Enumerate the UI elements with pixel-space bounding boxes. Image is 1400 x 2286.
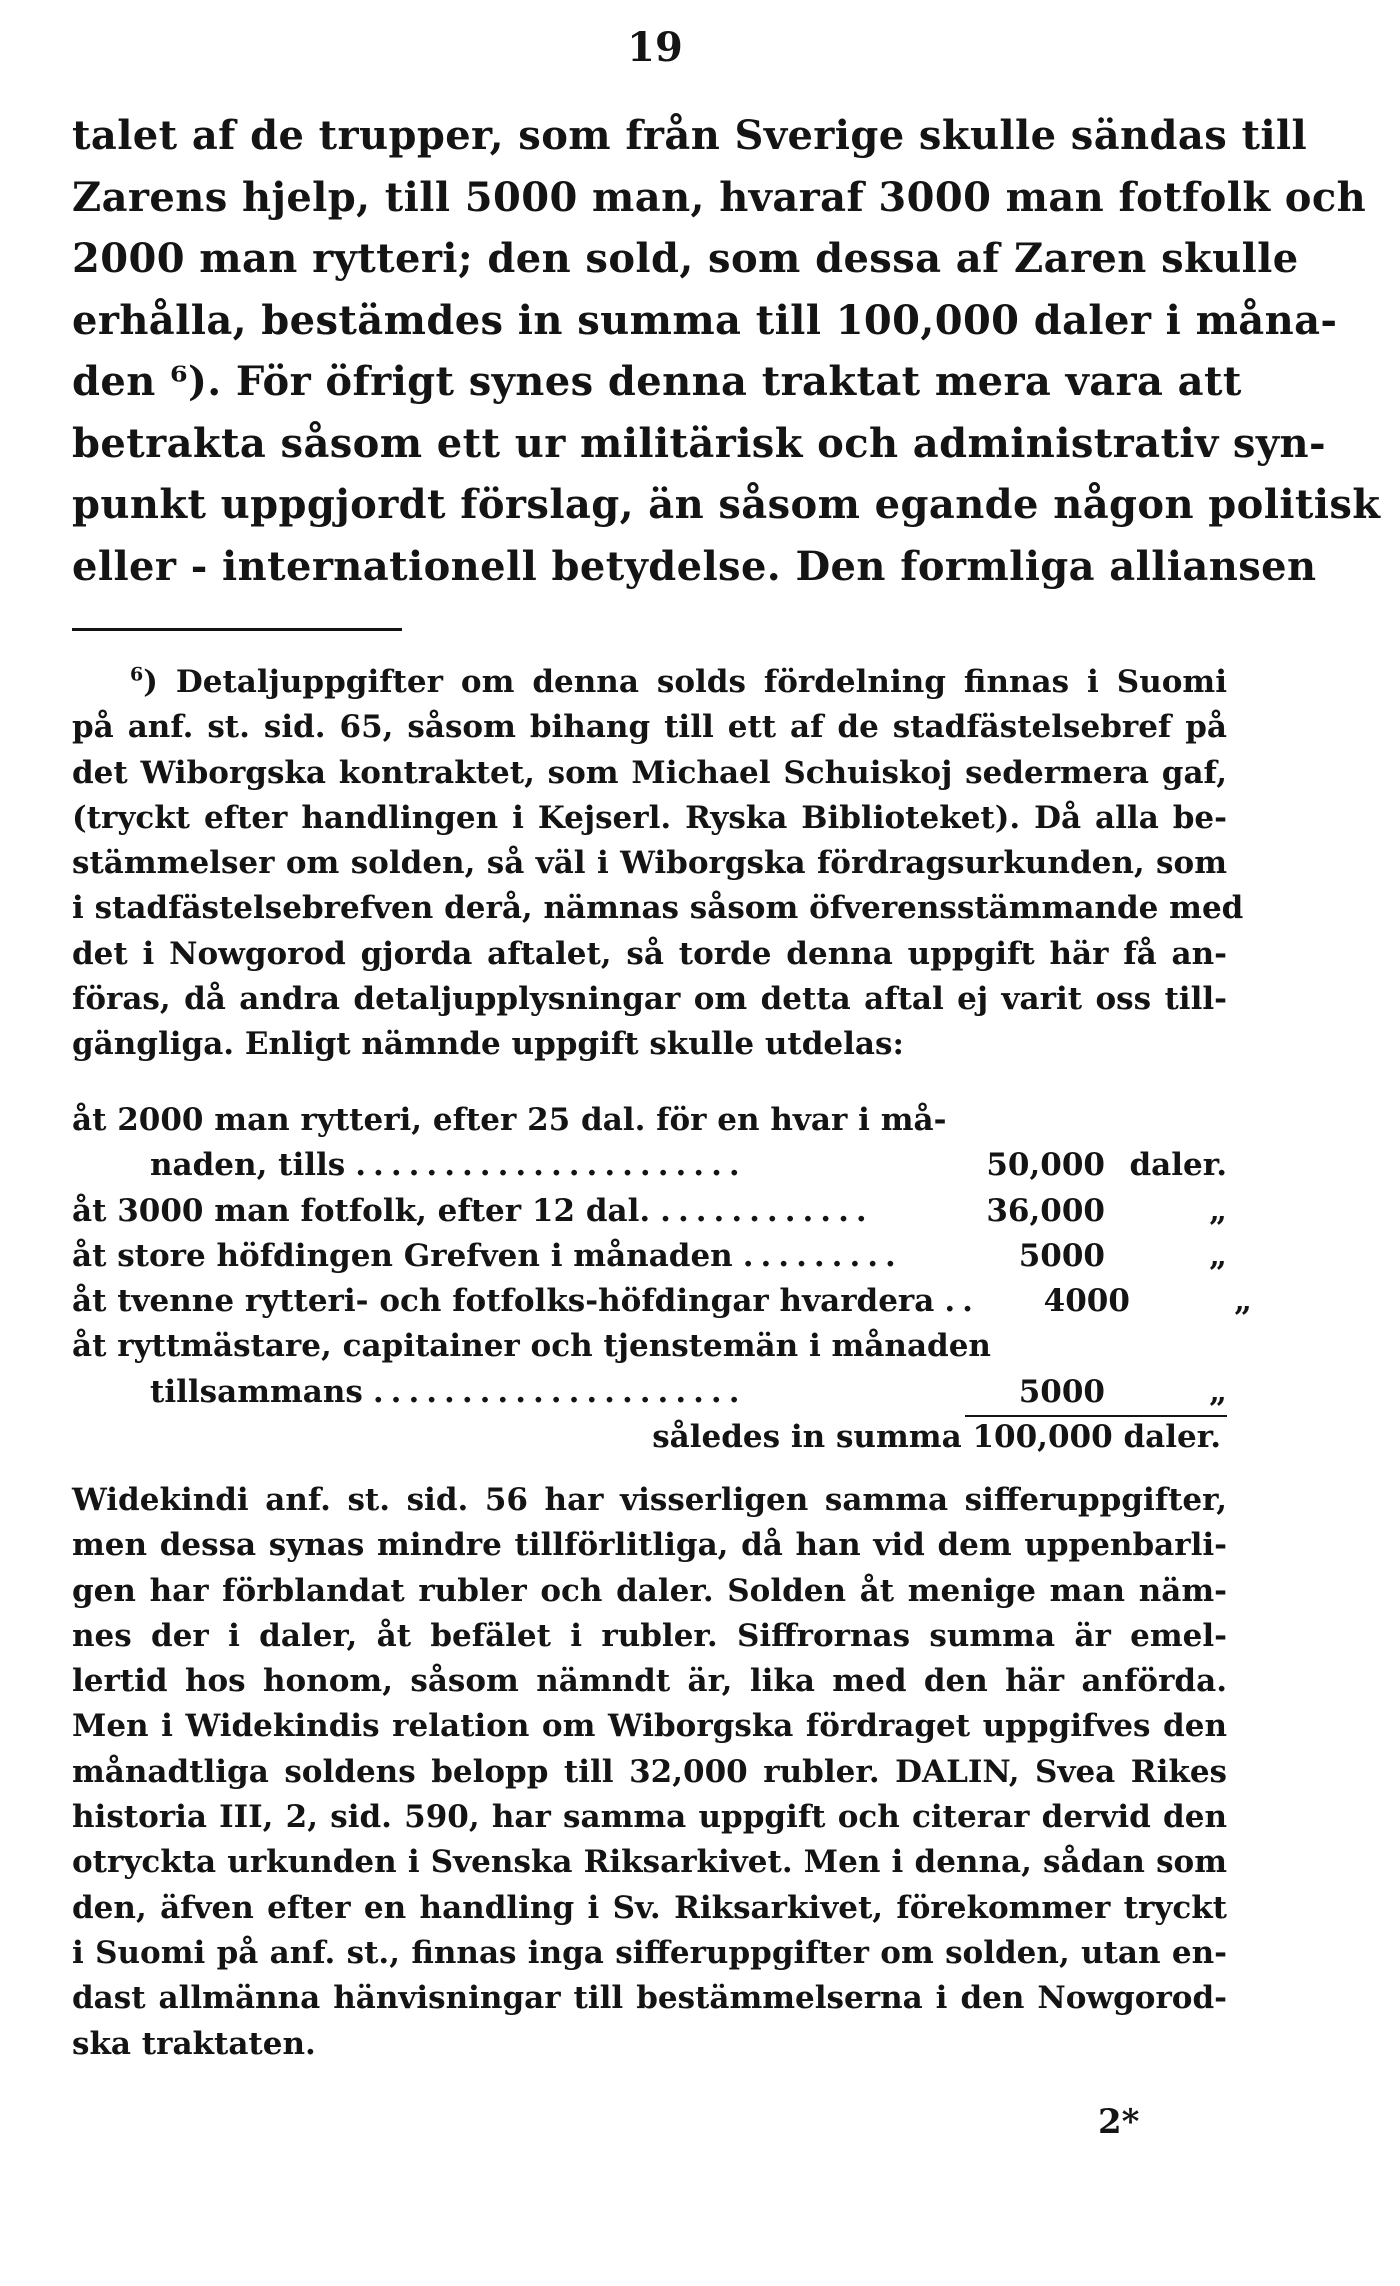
footnote-line: historia III, 2, sid. 590, har samma uppgift och citerar dervid den xyxy=(72,1799,1227,1836)
ledger-description: tillsammans xyxy=(150,1373,363,1410)
main-text-line: Zarens hjelp, till 5000 man, hvaraf 3000 man fotfolk och xyxy=(72,173,1367,221)
footnote-separator xyxy=(72,628,402,631)
ledger-row xyxy=(72,1324,1227,1369)
dot-leader: ......... xyxy=(742,1237,903,1274)
ledger-description: åt tvenne rytteri- och fotfolks-höfdingar hvardera xyxy=(72,1283,935,1320)
ledger-total-text: således in summa 100,000 daler. xyxy=(652,1419,1221,1456)
ledger-unit: „ xyxy=(1209,1237,1227,1274)
ledger-unit: daler. xyxy=(1129,1147,1227,1184)
footnote-line: dast allmänna hänvisningar till bestämmelserna i den Nowgorod- xyxy=(72,1980,1227,2017)
ledger-unit: „ xyxy=(1234,1283,1252,1320)
main-text-line: erhålla, bestämdes in summa till 100,000 daler i måna- xyxy=(72,296,1338,344)
ledger-row xyxy=(72,1143,1227,1188)
page-number: 19 xyxy=(627,24,683,71)
main-text xyxy=(72,105,1381,597)
footnote-line: det Wiborgska kontraktet, som Michael Schuiskoj sedermera gaf, xyxy=(72,754,1227,791)
signature-mark: 2* xyxy=(1098,2102,1140,2142)
ledger-row xyxy=(72,1279,1252,1324)
ledger-description: åt 3000 man fotfolk, efter 12 dal. xyxy=(72,1192,651,1229)
footnote-line: på anf. st. sid. 65, såsom bihang till ett af de stadfästelsebref på xyxy=(72,709,1227,746)
footnote-line: (tryckt efter handlingen i Kejserl. Ryska Biblioteket). Då alla be- xyxy=(72,799,1227,836)
ledger-description: åt store höfdingen Grefven i månaden xyxy=(72,1237,733,1274)
footnote-line: men dessa synas mindre tillförlitliga, då han vid dem uppenbarli- xyxy=(72,1527,1227,1564)
ledger-row xyxy=(72,1370,1227,1415)
ledger-total xyxy=(72,1415,1227,1460)
footnote-line: månadtliga soldens belopp till 32,000 rubler. DALIN, Svea Rikes xyxy=(72,1753,1227,1790)
ledger-amount: 5000 xyxy=(965,1370,1105,1417)
ledger-description: åt ryttmästare, capitainer och tjenstemän i månaden xyxy=(72,1328,991,1365)
dot-leader: ...................... xyxy=(355,1147,747,1184)
main-text-line: betrakta såsom ett ur militärisk och administrativ syn- xyxy=(72,419,1326,467)
footnote-line: i Suomi på anf. st., finnas inga sifferuppgifter om solden, utan en- xyxy=(72,1934,1227,1971)
footnote-line: Widekindi anf. st. sid. 56 har visserligen samma sifferuppgifter, xyxy=(72,1482,1227,1518)
footnote-line: Men i Widekindis relation om Wiborgska fördraget uppgifves den xyxy=(72,1708,1227,1745)
footnote-marker: 6 xyxy=(130,663,144,686)
ledger-unit: „ xyxy=(1209,1192,1227,1229)
footnote-line: gen har förblandat rubler och daler. Solden åt menige man näm- xyxy=(72,1572,1227,1609)
ledger-amount: 36,000 xyxy=(986,1192,1105,1229)
footnote-line: ska traktaten. xyxy=(72,2025,316,2062)
footnote-continuation xyxy=(72,1478,1227,2067)
ledger-unit: „ xyxy=(1105,1370,1227,1417)
ledger-description: naden, tills xyxy=(150,1147,346,1184)
ledger-amount: 5000 xyxy=(1018,1237,1105,1274)
footnote-line xyxy=(72,660,1227,705)
ledger-row xyxy=(72,1189,1227,1234)
footnote-line: nes der i daler, åt befälet i rubler. Siffrornas summa är emel- xyxy=(72,1617,1227,1654)
pay-ledger xyxy=(72,1098,1252,1460)
ledger-row xyxy=(72,1098,1227,1143)
ledger-description: åt 2000 man rytteri, efter 25 dal. för en hvar i må- xyxy=(72,1102,947,1138)
footnote-line: stämmelser om solden, så väl i Wiborgska fördragsurkunden, som xyxy=(72,845,1227,882)
footnote-line: i stadfästelsebrefven derå, nämnas såsom öfverensstämmande med xyxy=(72,890,1244,927)
footnote-line: lertid hos honom, såsom nämndt är, lika med den här anförda. xyxy=(72,1663,1227,1700)
footnote-line: det i Nowgorod gjorda aftalet, så torde denna uppgift här få an- xyxy=(72,935,1227,972)
main-text-line: talet af de trupper, som från Sverige skulle sändas till xyxy=(72,112,1308,159)
main-text-line: 2000 man rytteri; den sold, som dessa af Zaren skulle xyxy=(72,235,1299,282)
dot-leader: ..................... xyxy=(372,1373,747,1410)
main-text-line: punkt uppgjordt förslag, än såsom egande någon politisk xyxy=(72,481,1381,528)
footnote-line: den, äfven efter en handling i Sv. Riksarkivet, förekommer tryckt xyxy=(72,1889,1227,1926)
main-text-line: den ⁶). För öfrigt synes denna traktat mera vara att xyxy=(72,358,1242,405)
footnote xyxy=(72,660,1244,1068)
footnote-line: gängliga. Enligt nämnde uppgift skulle utdelas: xyxy=(72,1026,904,1063)
main-text-line: eller - internationell betydelse. Den formliga alliansen xyxy=(72,542,1317,590)
footnote-line: otryckta urkunden i Svenska Riksarkivet. Men i denna, sådan som xyxy=(72,1844,1227,1881)
footnote-line-text: ) Detaljuppgifter om denna solds fördelning finnas i Suomi xyxy=(143,664,1227,700)
dot-leader: .. xyxy=(944,1283,980,1320)
ledger-amount: 50,000 xyxy=(986,1147,1105,1184)
ledger-amount: 4000 xyxy=(1043,1283,1130,1320)
footnote-line: föras, då andra detaljupplysningar om detta aftal ej varit oss till- xyxy=(72,981,1227,1018)
dot-leader: ............ xyxy=(660,1192,874,1229)
ledger-row xyxy=(72,1234,1227,1279)
